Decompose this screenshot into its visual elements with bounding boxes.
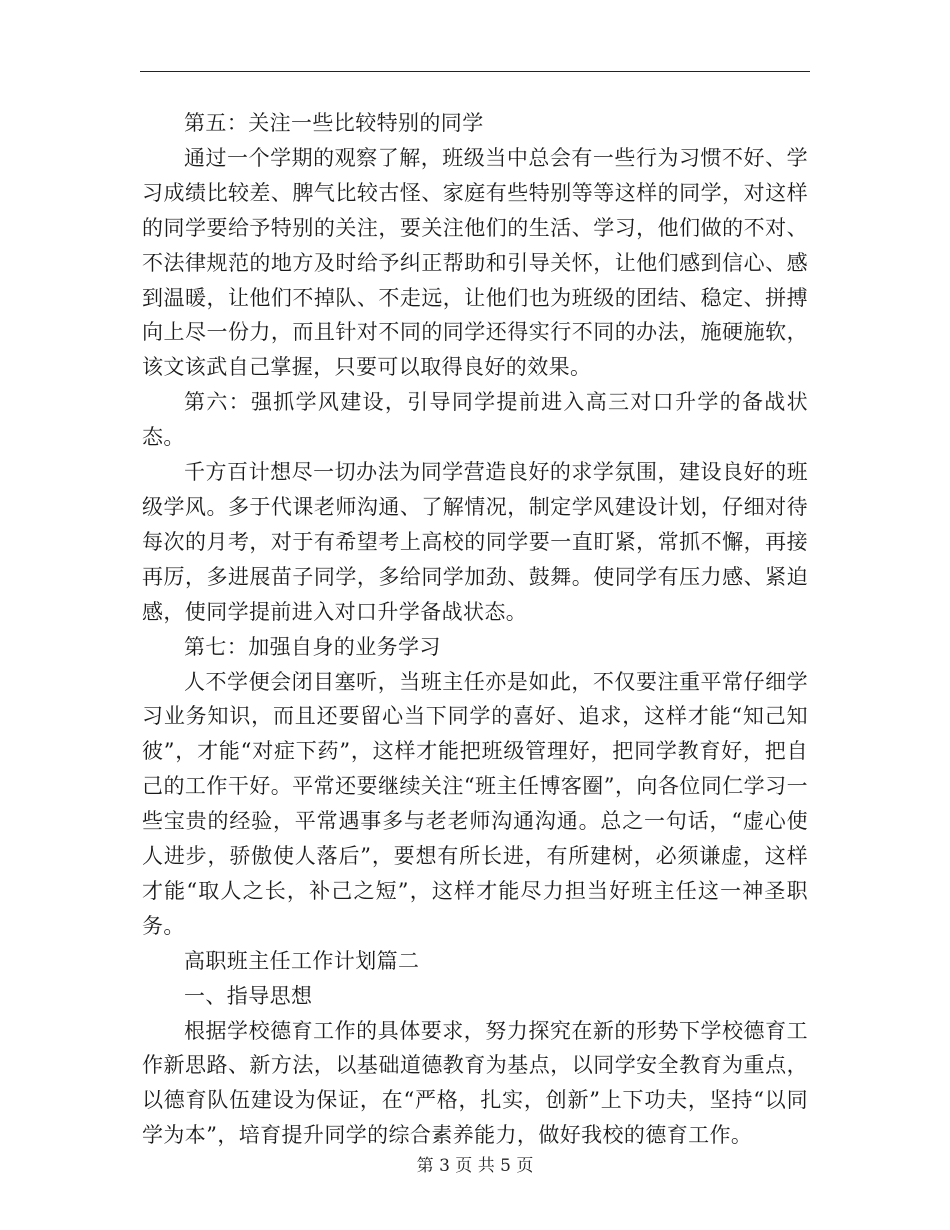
paragraph-study-atmosphere: 千方百计想尽一切办法为同学营造良好的求学氛围，建设良好的班级学风。多于代课老师沟通、了解情况，制定学风建设计划，仔细对待每次的月考，对于有希望考上高校的同学要一直盯紧，常抓不懈，再接再厉，多进展苗子同学，多给同学加劲、鼓舞。使同学有压力感、紧迫感，使同学提前进入对口升学备战状态。 xyxy=(142,460,808,624)
heading-plan-part-two: 高职班主任工作计划篇二 xyxy=(184,948,420,973)
document-body xyxy=(142,106,808,1153)
heading-section-five: 第五：关注一些比较特别的同学 xyxy=(184,111,484,135)
page-number-footer: 第 3 页 共 5 页 xyxy=(416,1156,534,1176)
heading-guiding-ideology: 一、指导思想 xyxy=(184,983,313,1008)
header-rule xyxy=(140,71,810,72)
paragraph-guiding-ideology: 根据学校德育工作的具体要求，努力探究在新的形势下学校德育工作新思路、新方法，以基础道德教育为基点，以同学安全教育为重点，以德育队伍建设为保证，在“严格，扎实，创新”上下功夫，坚持“以同学为本”，培育提升同学的综合素养能力，做好我校的德育工作。 xyxy=(142,1018,808,1148)
heading-section-six: 第六：强抓学风建设，引导同学提前进入高三对口升学的备战状态。 xyxy=(142,390,808,450)
paragraph-special-students: 通过一个学期的观察了解，班级当中总会有一些行为习惯不好、学习成绩比较差、脾气比较古怪、家庭有些特别等等这样的同学，对这样的同学要给予特别的关注，要关注他们的生活、学习，他们做的不对、不法律规范的地方及时给予纠正帮助和引导关怀，让他们感到信心、感到温暖，让他们不掉队、不走远，让他们也为班级的团结、稳定、拼搏向上尽一份力，而且针对不同的同学还得实行不同的办法，施硬施软，该文该武自己掌握，只要可以取得良好的效果。 xyxy=(142,145,808,380)
heading-section-seven: 第七：加强自身的业务学习 xyxy=(184,634,441,659)
paragraph-self-study: 人不学便会闭目塞听，当班主任亦是如此，不仅要注重平常仔细学习业务知识，而且还要留心当下同学的喜好、追求，这样才能“知己知彼”，才能“对症下药”，这样才能把班级管理好，把同学教育好，把自己的工作干好。平常还要继续关注“班主任博客圈”，向各位同仁学习一些宝贵的经验，平常遇事多与老老师沟通沟通。总之一句话，“虚心使人进步，骄傲使人落后”，要想有所长进，有所建树，必须谦虚，这样才能“取人之长，补己之短”，这样才能尽力担当好班主任这一神圣职务。 xyxy=(142,669,808,938)
